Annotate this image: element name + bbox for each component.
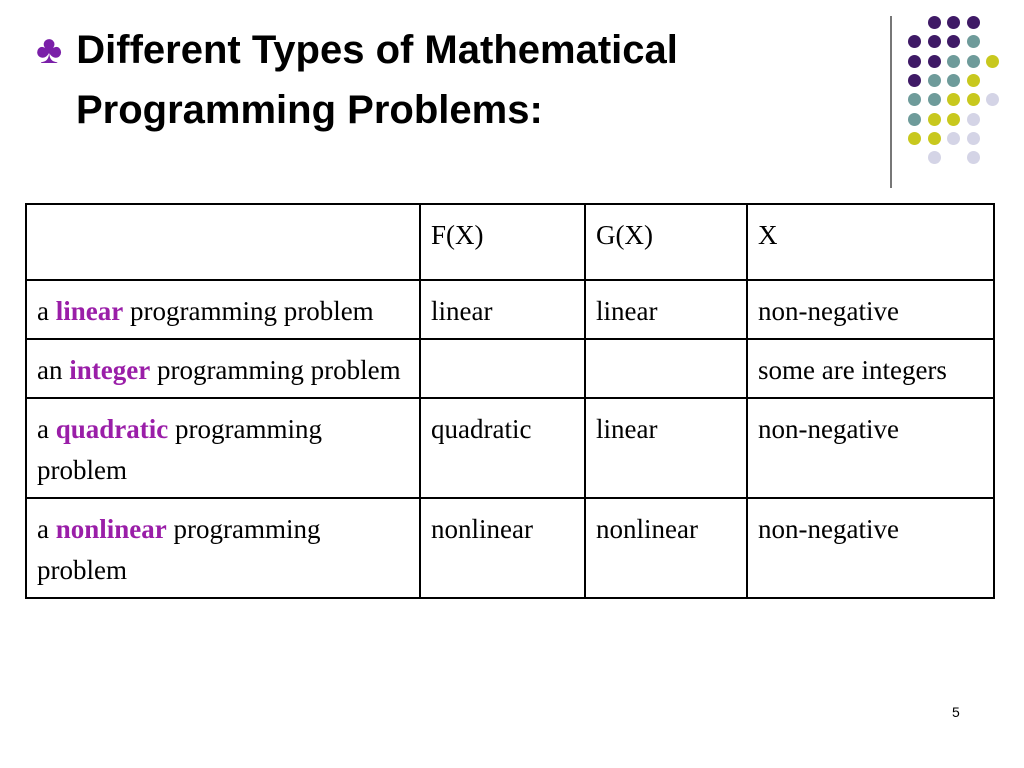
decorative-dot — [967, 151, 980, 164]
slide-title — [36, 20, 678, 140]
club-bullet-icon: ♣ — [36, 28, 63, 72]
decorative-dot — [947, 113, 960, 126]
title-line-1: Different Types of Mathematical — [76, 28, 678, 72]
keyword-text: nonlinear — [55, 514, 167, 544]
table-header-row — [26, 204, 994, 280]
decorative-dot — [967, 16, 980, 29]
article-text: an — [37, 355, 63, 385]
problem-name-cell — [26, 339, 420, 398]
decorative-dot — [947, 16, 960, 29]
decorative-dot — [967, 93, 980, 106]
gx-cell: nonlinear — [585, 498, 747, 598]
decorative-dot — [908, 55, 921, 68]
decorative-dot — [947, 55, 960, 68]
decorative-dot — [947, 74, 960, 87]
decorative-dot — [928, 113, 941, 126]
problem-suffix-text: programming problem — [156, 355, 401, 385]
decorative-dot-grid — [908, 16, 1008, 166]
decorative-dot — [967, 132, 980, 145]
fx-cell: linear — [420, 280, 585, 339]
gx-cell: linear — [585, 398, 747, 498]
decorative-dot — [908, 93, 921, 106]
decorative-dot — [947, 35, 960, 48]
decorative-dot — [947, 132, 960, 145]
article-text: a — [37, 296, 49, 326]
decorative-dot — [908, 35, 921, 48]
problem-suffix-text: programming problem — [129, 296, 374, 326]
decorative-dot — [928, 93, 941, 106]
fx-cell: nonlinear — [420, 498, 585, 598]
decorative-dot — [908, 74, 921, 87]
fx-cell — [420, 339, 585, 398]
header-cell-x: X — [747, 204, 994, 280]
problem-suffix-text: programming problem — [37, 414, 322, 485]
vertical-divider — [890, 16, 892, 188]
decorative-dot — [986, 55, 999, 68]
keyword-text: linear — [55, 296, 124, 326]
keyword-text: integer — [69, 355, 151, 385]
decorative-dot — [967, 113, 980, 126]
decorative-dot — [928, 74, 941, 87]
table-row — [26, 398, 994, 498]
keyword-text: quadratic — [55, 414, 169, 444]
problem-name-cell — [26, 280, 420, 339]
header-cell-empty — [26, 204, 420, 280]
article-text: a — [37, 514, 49, 544]
decorative-dot — [928, 151, 941, 164]
x-cell: some are integers — [747, 339, 994, 398]
problem-types-table — [25, 203, 995, 599]
problem-suffix-text: programming problem — [37, 514, 321, 585]
article-text: a — [37, 414, 49, 444]
gx-cell — [585, 339, 747, 398]
gx-cell: linear — [585, 280, 747, 339]
table-row — [26, 498, 994, 598]
table-row — [26, 339, 994, 398]
header-cell-gx: G(X) — [585, 204, 747, 280]
decorative-dot — [908, 132, 921, 145]
problem-name-cell — [26, 398, 420, 498]
decorative-dot — [908, 113, 921, 126]
x-cell: non-negative — [747, 280, 994, 339]
decorative-dot — [947, 93, 960, 106]
decorative-dot — [928, 35, 941, 48]
header-cell-fx: F(X) — [420, 204, 585, 280]
x-cell: non-negative — [747, 398, 994, 498]
decorative-dot — [928, 16, 941, 29]
decorative-dot — [967, 35, 980, 48]
decorative-dot — [986, 93, 999, 106]
fx-cell: quadratic — [420, 398, 585, 498]
decorative-dot — [967, 74, 980, 87]
page-number: 5 — [952, 704, 960, 720]
decorative-dot — [928, 132, 941, 145]
table-row — [26, 280, 994, 339]
decorative-dot — [967, 55, 980, 68]
problem-name-cell — [26, 498, 420, 598]
x-cell: non-negative — [747, 498, 994, 598]
title-line-2: Programming Problems: — [76, 88, 543, 132]
decorative-dot — [928, 55, 941, 68]
